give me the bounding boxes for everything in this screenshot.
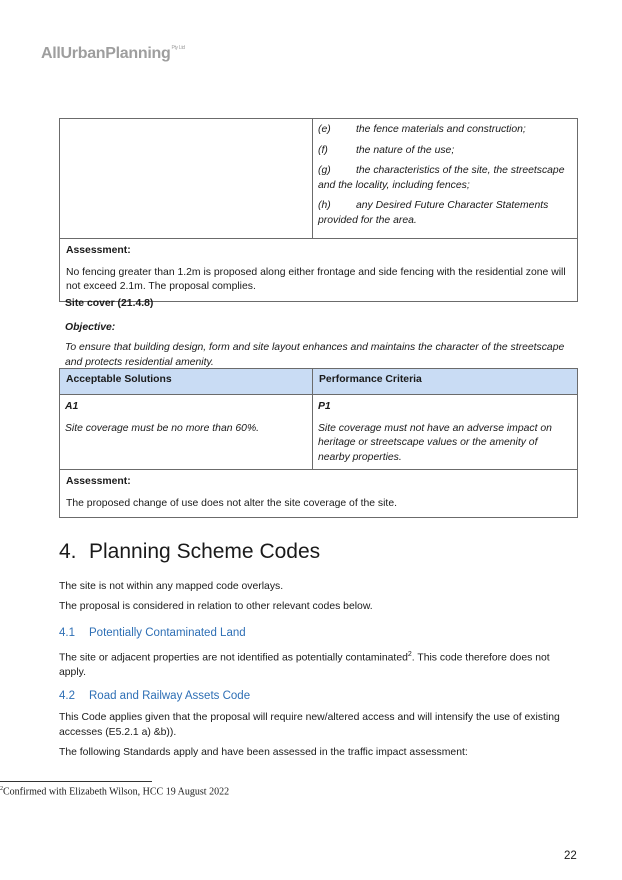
subsection-4-1-text: The site or adjacent properties are not identified as potentially contaminated$^2$. This code therefore does not apply.: [59, 651, 550, 678]
criteria-item-e: (e) the fence materials and construction;: [318, 124, 526, 135]
performance-criteria-cell: [313, 119, 577, 238]
objective-text: To ensure that building design, form and site layout enhances and maintains the character of the streetscape and protects residential amenity.: [65, 342, 565, 368]
footnote: $^2$Confirmed with Elizabeth Wilson, HCC 19 August 2022: [0, 786, 230, 798]
criteria-item-f: (f) the nature of the use;: [318, 144, 455, 156]
site-cover-title: Site cover (21.4.8): [65, 298, 154, 309]
fencing-criteria-table: [59, 118, 578, 302]
assessment-label: Assessment:: [66, 245, 131, 256]
section-para-2: The proposal is considered in relation to other relevant codes below.: [59, 601, 373, 612]
site-cover-table: [59, 368, 578, 518]
criteria-item-h: (h) any Desired Future Character Statements provided for the area.: [318, 200, 549, 226]
objective-label: Objective:: [65, 322, 116, 333]
subsection-heading-4-2: 4.2 Road and Railway Assets Code: [59, 690, 251, 702]
fencing-assessment: [60, 238, 577, 301]
footnote-divider: [0, 781, 152, 782]
company-logo: AllUrbanPlanning$^{Pty Ltd}$: [41, 45, 185, 62]
page-number: 22: [564, 850, 577, 862]
site-cover-assessment: Assessment: The proposed change of use does not alter the site coverage of the site.: [60, 469, 577, 517]
criteria-item-g: (g) the characteristics of the site, the streetscape and the locality, including fences;: [318, 165, 565, 191]
acceptable-solutions-cell: [60, 119, 313, 238]
performance-criteria-p1: P1 Site coverage must not have an adverse impact on heritage or streetscape values or the amenity of nearby properties.: [318, 401, 552, 463]
footnote-ref[interactable]: 2: [407, 651, 412, 658]
col-header-performance: Performance Criteria: [319, 374, 422, 385]
section-para-1: The site is not within any mapped code overlays.: [59, 581, 284, 592]
acceptable-solution-a1: A1 Site coverage must be no more than 60%.: [60, 395, 313, 469]
subsection-4-2-para-1: This Code applies given that the proposal will require new/altered access and will intensify the use of existing accesses (E5.2.1 a) &b)).: [59, 712, 560, 738]
subsection-heading-4-1: 4.1 Potentially Contaminated Land: [59, 627, 246, 639]
subsection-4-2-para-2: The following Standards apply and have been assessed in the traffic impact assessment:: [59, 747, 468, 758]
assessment-text: No fencing greater than 1.2m is proposed along either frontage and side fencing with the residential zone will not exceed 2.1m. The proposal complies.: [66, 266, 566, 292]
table-header-row: [60, 369, 577, 394]
section-heading: 4. Planning Scheme Codes: [59, 540, 321, 563]
col-header-acceptable: Acceptable Solutions: [60, 369, 313, 394]
